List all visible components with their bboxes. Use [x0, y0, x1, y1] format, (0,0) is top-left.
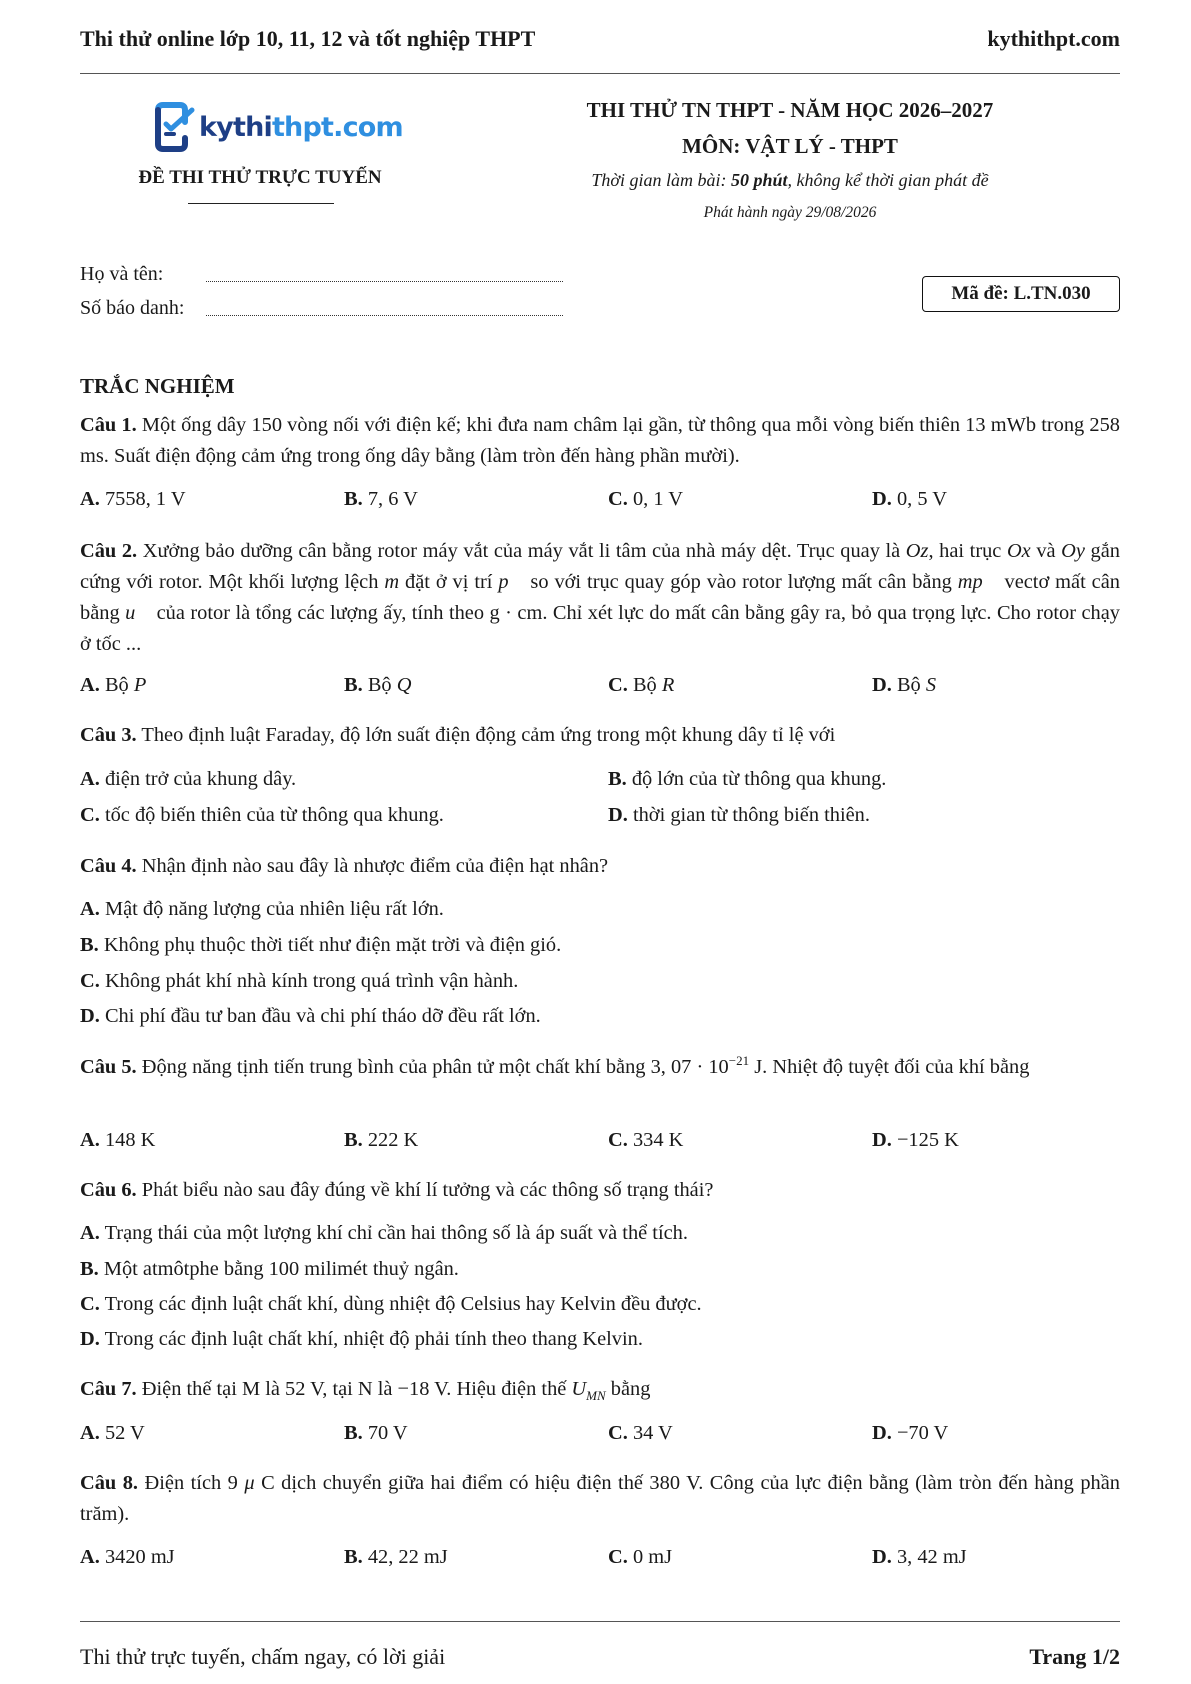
site-logo[interactable]	[152, 102, 412, 152]
question-text: Theo định luật Faraday, độ lớn suất điện động cảm ứng trong một khung dây tỉ lệ với	[141, 724, 836, 746]
math-symbol: Oy	[1061, 540, 1085, 562]
math-symbol: Oz	[905, 540, 929, 562]
question-label: Câu 3.	[80, 724, 137, 746]
option-a[interactable]	[80, 1218, 1120, 1249]
option-label: B.	[344, 1546, 363, 1568]
option-label: B.	[80, 1258, 99, 1280]
option-c[interactable]	[80, 800, 444, 831]
option-label: A.	[80, 1422, 100, 1444]
release-date: Phát hành ngày 29/08/2026	[703, 204, 877, 221]
option-text: độ lớn của từ thông qua khung.	[631, 768, 887, 790]
math-symbol: R	[661, 674, 675, 696]
option-d[interactable]	[80, 1001, 1120, 1032]
option-label: D.	[872, 488, 892, 510]
exam-subject: MÔN: VẬT LÝ - THPT	[682, 134, 898, 158]
option-label: C.	[608, 1422, 628, 1444]
question-text: và	[1030, 540, 1062, 562]
option-text: Bộ	[367, 674, 397, 696]
question-6	[80, 1175, 1120, 1206]
option-text: Chi phí đầu tư ban đầu và chi phí tháo dỡ đều rất lớn.	[104, 1005, 541, 1027]
math-symbol: mp⃗	[957, 571, 999, 593]
question-text: bằng	[605, 1378, 651, 1400]
question-text: so với trục quay góp vào rotor lượng mất cân bằng	[524, 571, 958, 593]
question-5	[80, 1052, 1120, 1083]
option-c[interactable]	[608, 1125, 683, 1156]
option-c[interactable]	[608, 670, 674, 701]
option-a[interactable]	[80, 1542, 175, 1573]
question-text: Một ống dây 150 vòng nối với điện kế; khi đưa nam châm lại gần, từ thông qua mỗi vòng biến thiên 13 mWb trong 258 ms. Suất điện động cảm ứng trong ống dây bằng (làm tròn đến hàng phần mười).	[80, 414, 1120, 467]
option-label: D.	[608, 804, 628, 826]
question-8	[80, 1468, 1120, 1530]
option-text: Mật độ năng lượng của nhiên liệu rất lớn.	[104, 898, 444, 920]
option-text: thời gian từ thông biến thiên.	[632, 804, 870, 826]
option-label: A.	[80, 768, 100, 790]
option-label: D.	[80, 1005, 100, 1027]
option-text: −125 K	[896, 1129, 959, 1151]
option-label: B.	[344, 1129, 363, 1151]
option-b[interactable]	[344, 1418, 408, 1449]
duration-value: 50 phút	[731, 170, 788, 190]
option-b[interactable]	[344, 1542, 448, 1573]
option-label: C.	[80, 804, 100, 826]
option-text: 3420 mJ	[104, 1546, 175, 1568]
question-5-options	[80, 1125, 1120, 1156]
question-label: Câu 5.	[80, 1056, 137, 1078]
option-d[interactable]	[80, 1324, 1120, 1355]
option-text: tốc độ biến thiên của từ thông qua khung.	[104, 804, 444, 826]
page-number: Trang 1/2	[1029, 1644, 1120, 1669]
option-text: 0 mJ	[632, 1546, 673, 1568]
question-text: Điện thế tại M là 52 V, tại N là −18 V. Hiệu điện thế	[141, 1378, 572, 1400]
section-heading: TRẮC NGHIỆM	[80, 374, 235, 398]
option-a[interactable]	[80, 764, 296, 795]
option-a[interactable]	[80, 1418, 145, 1449]
option-label: C.	[80, 1293, 100, 1315]
option-label: D.	[80, 1328, 100, 1350]
option-text: 3, 42 mJ	[896, 1546, 967, 1568]
option-text: 334 K	[632, 1129, 684, 1151]
option-b[interactable]	[344, 670, 411, 701]
option-text: 42, 22 mJ	[367, 1546, 448, 1568]
subtitle-underline	[188, 203, 334, 204]
option-c[interactable]	[608, 1418, 673, 1449]
option-d[interactable]	[872, 1542, 967, 1573]
candidate-name-row	[80, 263, 563, 286]
question-7-options	[80, 1418, 1120, 1449]
math-symbol: u⃗	[125, 602, 152, 624]
running-footer	[80, 1640, 1120, 1674]
option-d[interactable]	[872, 1418, 948, 1449]
question-3	[80, 720, 1120, 751]
option-text: Một atmôtphe bằng 100 milimét thuỷ ngân.	[103, 1258, 459, 1280]
option-text: 7558, 1 V	[104, 488, 186, 510]
question-text: của rotor là tổng các lượng ấy, tính theo g · cm. Chỉ xét lực do mất cân bằng gây ra, bỏ qua trọng lực. Cho rotor chạy ở tốc ...	[80, 602, 1120, 655]
header-site-link[interactable]: kythithpt.com	[987, 26, 1120, 51]
candidate-id-label: Số báo danh:	[80, 297, 185, 319]
option-b[interactable]	[608, 764, 886, 795]
math-symbol: P	[133, 674, 147, 696]
option-c[interactable]	[80, 966, 1120, 997]
option-label: D.	[872, 1129, 892, 1151]
question-text: Xưởng bảo dưỡng cân bằng rotor máy vắt của máy vắt li tâm của nhà máy dệt. Trục quay là	[142, 540, 906, 562]
question-label: Câu 4.	[80, 855, 137, 877]
option-text: 222 K	[367, 1129, 419, 1151]
option-label: C.	[608, 488, 628, 510]
option-text: Trong các định luật chất khí, dùng nhiệt độ Celsius hay Kelvin đều được.	[104, 1293, 702, 1315]
question-1-options	[80, 484, 1120, 515]
option-text: 34 V	[632, 1422, 673, 1444]
logo-wordmark	[199, 112, 403, 143]
option-label: B.	[344, 674, 363, 696]
option-label: B.	[344, 1422, 363, 1444]
option-label: A.	[80, 1546, 100, 1568]
question-1	[80, 410, 1120, 472]
option-a[interactable]	[80, 1125, 155, 1156]
option-a[interactable]	[80, 484, 186, 515]
option-text: Trạng thái của một lượng khí chỉ cần hai thông số là áp suất và thể tích.	[104, 1222, 688, 1244]
option-text: Trong các định luật chất khí, nhiệt độ phải tính theo thang Kelvin.	[104, 1328, 643, 1350]
option-text: −70 V	[896, 1422, 949, 1444]
option-label: C.	[608, 674, 628, 696]
question-text: Điện tích 9	[144, 1472, 245, 1494]
logo-text-part1: kythi	[199, 111, 272, 143]
option-c[interactable]	[608, 484, 683, 515]
option-text: 70 V	[367, 1422, 408, 1444]
option-label: B.	[80, 934, 99, 956]
footer-divider	[80, 1621, 1120, 1622]
question-text: vectơ mất cân bằng	[80, 571, 1120, 624]
logo-text-part2: thpt.com	[271, 111, 403, 143]
math-symbol: Q	[396, 674, 412, 696]
question-text: C dịch chuyển giữa hai điểm có hiệu điện thế 380 V. Công của lực điện bằng (làm tròn đến hàng phần trăm).	[80, 1472, 1120, 1525]
question-text: đặt ở vị trí	[399, 571, 499, 593]
option-label: D.	[872, 674, 892, 696]
question-text: gắn cứng với rotor. Một khối lượng lệch	[80, 540, 1120, 593]
candidate-id-row	[80, 297, 563, 320]
option-label: B.	[608, 768, 627, 790]
option-d[interactable]	[872, 1125, 959, 1156]
candidate-name-label: Họ và tên:	[80, 263, 164, 285]
exam-page	[80, 0, 1120, 1684]
duration-suffix: , không kể thời gian phát đề	[787, 170, 989, 190]
question-label: Câu 8.	[80, 1472, 139, 1494]
option-label: A.	[80, 1129, 100, 1151]
question-text: , hai trục	[928, 540, 1007, 562]
option-label: B.	[344, 488, 363, 510]
running-header	[80, 22, 1120, 56]
question-label: Câu 2.	[80, 540, 138, 562]
exponent: −21	[728, 1053, 750, 1068]
option-d[interactable]	[608, 800, 870, 831]
option-label: D.	[872, 1546, 892, 1568]
header-divider	[80, 73, 1120, 74]
option-c[interactable]	[608, 1542, 672, 1573]
math-symbol: S	[925, 674, 937, 696]
exam-subtitle: ĐỀ THI THỬ TRỰC TUYẾN	[138, 167, 382, 188]
option-label: A.	[80, 898, 100, 920]
duration-prefix: Thời gian làm bài:	[591, 170, 731, 190]
option-c[interactable]	[80, 1289, 1120, 1320]
question-text: Nhận định nào sau đây là nhược điểm của điện hạt nhân?	[141, 855, 609, 877]
question-label: Câu 7.	[80, 1378, 137, 1400]
question-7	[80, 1374, 1120, 1405]
option-b[interactable]	[344, 484, 418, 515]
header-left-text: Thi thử online lớp 10, 11, 12 và tốt nghiệp THPT	[80, 26, 536, 51]
math-symbol: p⃗	[498, 571, 525, 593]
option-text: Bộ	[104, 674, 134, 696]
option-label: A.	[80, 488, 100, 510]
subscript: MN	[586, 1388, 606, 1403]
question-4	[80, 851, 1120, 882]
question-8-options	[80, 1542, 1120, 1573]
option-b[interactable]	[344, 1125, 418, 1156]
option-b[interactable]	[80, 930, 1120, 961]
option-text: 148 K	[104, 1129, 156, 1151]
option-text: điện trở của khung dây.	[104, 768, 297, 790]
exam-duration	[550, 170, 1030, 191]
question-2-options	[80, 670, 1120, 701]
exam-title: THI THỬ TN THPT - NĂM HỌC 2026–2027	[586, 98, 994, 122]
option-label: A.	[80, 674, 100, 696]
option-text: Không phát khí nhà kính trong quá trình vận hành.	[104, 970, 519, 992]
option-d[interactable]	[872, 670, 936, 701]
question-label: Câu 6.	[80, 1179, 137, 1201]
option-text: 52 V	[104, 1422, 145, 1444]
question-text: Động năng tịnh tiến trung bình của phân tử một chất khí bằng 3, 07 · 10	[141, 1056, 729, 1078]
footer-tagline: Thi thử trực tuyến, chấm ngay, có lời giải	[80, 1644, 446, 1669]
option-a[interactable]	[80, 670, 146, 701]
math-symbol: μ	[244, 1472, 255, 1494]
option-label: D.	[872, 1422, 892, 1444]
math-symbol: U	[571, 1378, 587, 1400]
option-label: C.	[80, 970, 100, 992]
exam-code-badge: Mã đề: L.TN.030	[922, 276, 1120, 312]
option-label: C.	[608, 1129, 628, 1151]
option-text: Không phụ thuộc thời tiết như điện mặt trời và điện gió.	[103, 934, 562, 956]
option-text: 0, 5 V	[896, 488, 947, 510]
question-label: Câu 1.	[80, 414, 137, 436]
option-text: Bộ	[632, 674, 662, 696]
logo-document-icon	[152, 102, 196, 152]
option-text: 0, 1 V	[632, 488, 683, 510]
question-text: J. Nhiệt độ tuyệt đối của khí bằng	[749, 1056, 1030, 1078]
option-text: 7, 6 V	[367, 488, 418, 510]
option-label: A.	[80, 1222, 100, 1244]
question-2	[80, 536, 1120, 660]
math-symbol: m	[384, 571, 400, 593]
candidate-name-field[interactable]	[206, 265, 563, 282]
option-b[interactable]	[80, 1254, 1120, 1285]
math-symbol: Ox	[1006, 540, 1031, 562]
question-text: Phát biểu nào sau đây đúng về khí lí tưởng và các thông số trạng thái?	[141, 1179, 714, 1201]
option-a[interactable]	[80, 894, 1120, 925]
option-d[interactable]	[872, 484, 947, 515]
candidate-id-field[interactable]	[206, 299, 563, 316]
option-text: Bộ	[896, 674, 926, 696]
option-label: C.	[608, 1546, 628, 1568]
